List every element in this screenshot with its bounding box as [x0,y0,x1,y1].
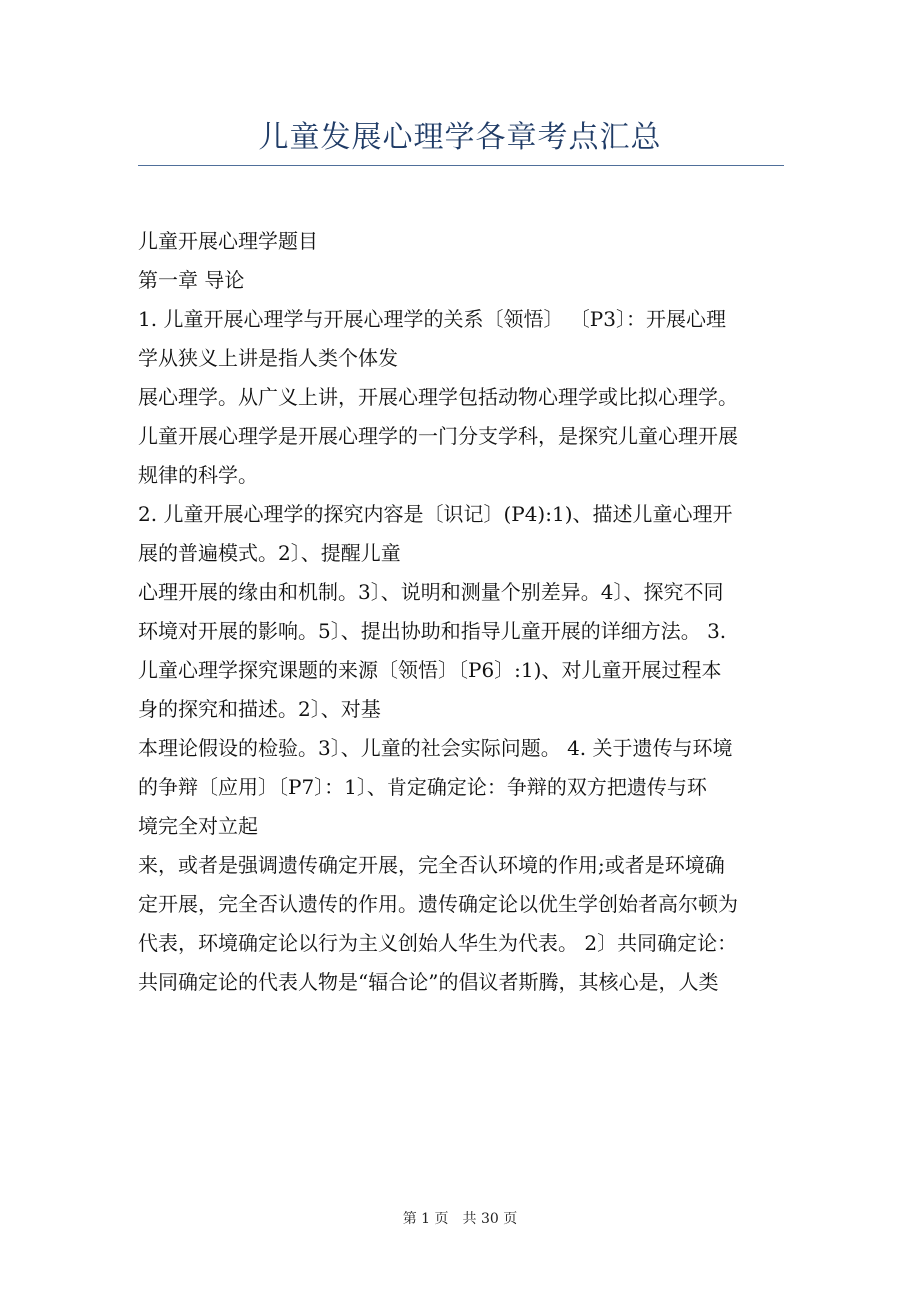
title-divider [138,165,784,166]
page-number: 第 1 页 共 30 页 [402,1211,518,1227]
text-line: 学从狭义上讲是指人类个体发 [138,346,398,370]
text-line: 心理开展的缘由和机制。3〕、说明和测量个别差异。4〕、探究不同 [138,580,724,604]
text-line: 规律的科学。 [138,463,258,487]
text-line: 本理论假设的检验。3〕、儿童的社会实际问题。 4. 关于遗传与环境 [138,736,733,760]
text-line: 境完全对立起 [138,814,258,838]
text-line: 共同确定论的代表人物是“辐合论”的倡议者斯腾，其核心是，人类 [138,970,719,994]
text-line: 1. 儿童开展心理学与开展心理学的关系〔领悟〕 〔P3〕：开展心理 [138,307,726,331]
text-line: 环境对开展的影响。5〕、提出协助和指导儿童开展的详细方法。 3. [138,619,727,643]
text-line: 展心理学。从广义上讲，开展心理学包括动物心理学或比拟心理学。 [138,385,738,409]
text-line: 儿童心理学探究课题的来源〔领悟〕〔P6〕:1)、对儿童开展过程本 [138,658,722,682]
text-line: 定开展，完全否认遗传的作用。遗传确定论以优生学创始者高尔顿为 [138,892,738,916]
text-line: 身的探究和描述。2〕、对基 [138,697,381,721]
text-line: 的争辩〔应用〕〔P7〕：1〕、肯定确定论：争辩的双方把遗传与环 [138,775,707,799]
document-body [138,222,788,1002]
text-line: 代表，环境确定论以行为主义创始人华生为代表。 2〕共同确定论： [138,931,738,955]
text-line: 展的普遍模式。2〕、提醒儿童 [138,541,401,565]
text-line: 来，或者是强调遗传确定开展，完全否认环境的作用;或者是环境确 [138,853,725,877]
text-line: 第一章 导论 [138,268,245,292]
text-line: 2. 儿童开展心理学的探究内容是〔识记〕(P4):1)、描述儿童心理开 [138,502,733,526]
text-line: 儿童开展心理学是开展心理学的一门分支学科，是探究儿童心理开展 [138,424,738,448]
document-title: 儿童发展心理学各章考点汇总 [258,120,662,155]
text-line: 儿童开展心理学题目 [138,229,318,253]
